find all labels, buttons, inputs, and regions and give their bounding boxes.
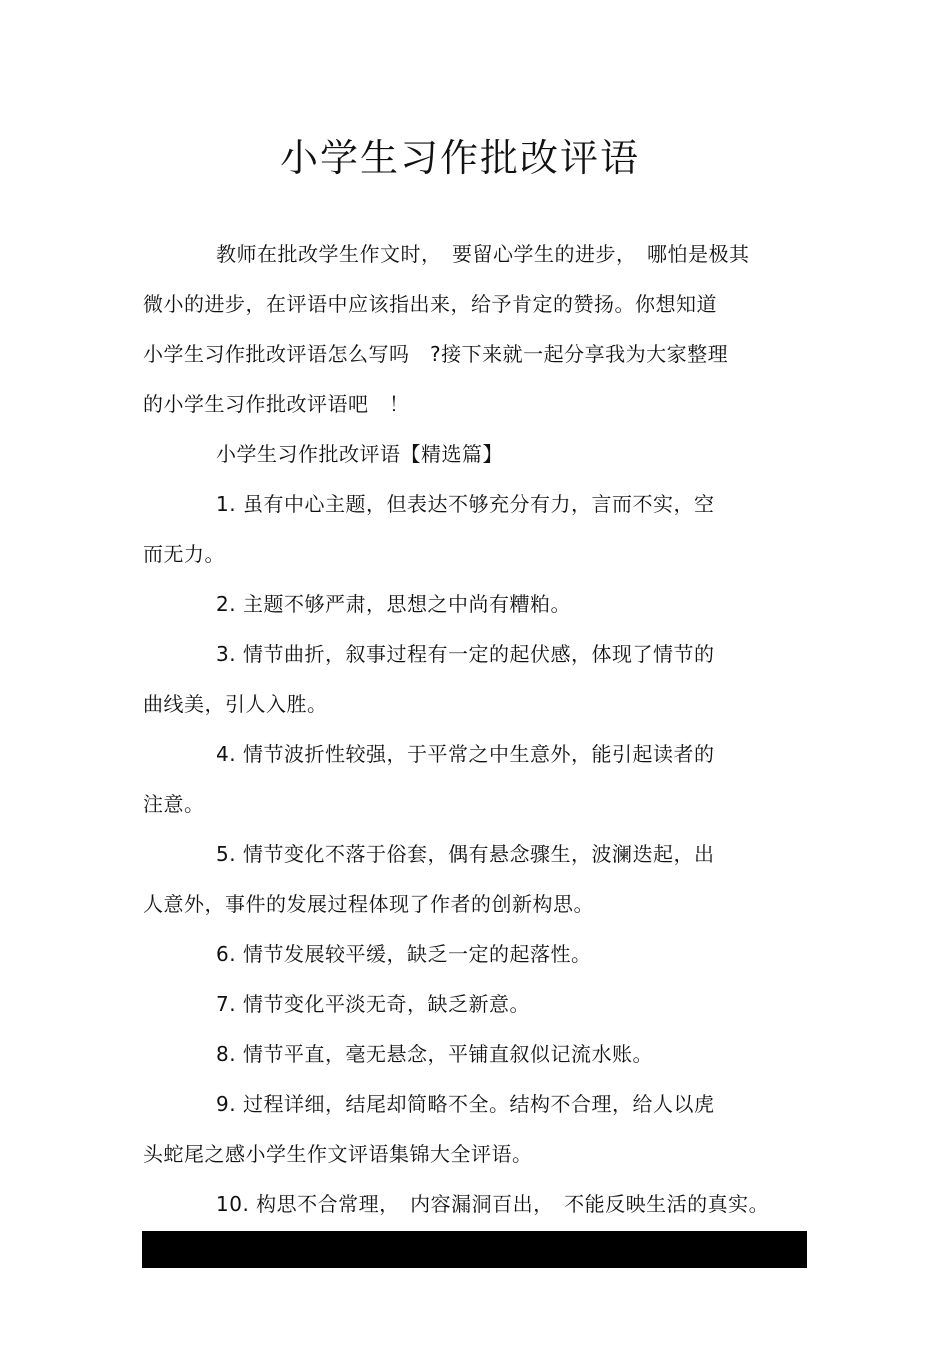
paragraph-line: 的小学生习作批改评语吧 ！ — [143, 392, 410, 416]
list-item-line: 4. 情节波折性较强，于平常之中生意外，能引起读者的 — [216, 742, 715, 766]
paragraph-line: 微小的进步，在评语中应该指出来，给予肯定的赞扬。你想知道 — [143, 292, 717, 316]
list-item-line: 曲线美，引人入胜。 — [143, 692, 328, 716]
section-heading: 小学生习作批改评语【精选篇】 — [216, 442, 503, 466]
list-item-line: 人意外，事件的发展过程体现了作者的创新构思。 — [143, 892, 594, 916]
list-item-line: 3. 情节曲折，叙事过程有一定的起伏感，体现了情节的 — [216, 642, 715, 666]
list-item-line: 而无力。 — [143, 542, 225, 566]
list-item-line: 7. 情节变化平淡无奇，缺乏新意。 — [216, 992, 530, 1016]
list-item-line: 2. 主题不够严肃，思想之中尚有糟粕。 — [216, 592, 571, 616]
list-item-line: 10. 构思不合常理， 内容漏洞百出， 不能反映生活的真实。 — [216, 1192, 770, 1216]
list-item-line: 头蛇尾之感小学生作文评语集锦大全评语。 — [143, 1142, 533, 1166]
paragraph-line: 教师在批改学生作文时， 要留心学生的进步， 哪怕是极其 — [216, 242, 750, 266]
list-item-line: 8. 情节平直，毫无悬念，平铺直叙似记流水账。 — [216, 1042, 653, 1066]
redaction-bar — [142, 1231, 807, 1268]
list-item-line: 5. 情节变化不落于俗套，偶有悬念骤生，波澜迭起，出 — [216, 842, 715, 866]
list-item-line: 6. 情节发展较平缓，缺乏一定的起落性。 — [216, 942, 592, 966]
list-item-line: 1. 虽有中心主题，但表达不够充分有力，言而不实，空 — [216, 492, 715, 516]
paragraph-line: 小学生习作批改评语怎么写吗 ?接下来就一起分享我为大家整理 — [143, 342, 729, 366]
document-title: 小学生习作批改评语 — [279, 136, 640, 180]
list-item-line: 9. 过程详细，结尾却简略不全。结构不合理，给人以虎 — [216, 1092, 715, 1116]
list-item-line: 注意。 — [143, 792, 205, 816]
